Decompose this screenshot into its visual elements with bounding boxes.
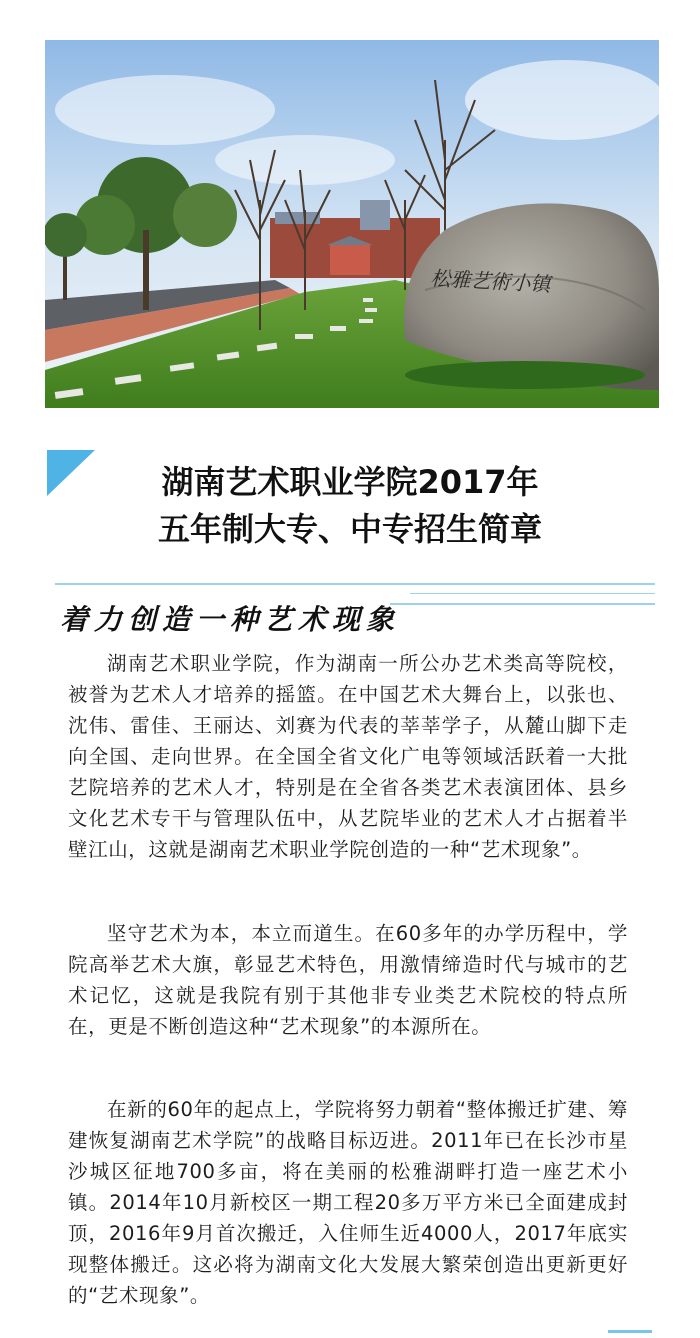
history-paragraph: 坚守艺术为本，本立而道生。在60多年的办学历程中，学院高举艺术大旗，彰显艺术特色，用激情缔造时代与城市的艺术记忆，这就是我院有别于其他非专业类艺术院校的特点所在，更是不断创造这种“艺术现象”的本源所在。 [68, 922, 628, 1038]
campus-photo [45, 40, 659, 408]
stone-inscription: 松雅艺術小镇 [429, 266, 551, 297]
divider-rule-short [410, 593, 655, 594]
campus-scene-illustration [45, 40, 659, 408]
intro-paragraph: 湖南艺术职业学院，作为湖南一所公办艺术类高等院校，被誉为艺术人才培养的摇篮。在中国艺术大舞台上，以张也、沈伟、雷佳、王丽达、刘赛为代表的莘莘学子，从麓山脚下走向全国、走向世界。在全国全省文化广电等领域活跃着一大批艺院培养的艺术人才，特别是在全省各类艺术表演团体、县乡文化艺术专干与管理队伍中，从艺院毕业的艺术人才占据着半壁江山，这就是湖南艺术职业学院创造的一种“艺术现象”。 [68, 652, 628, 861]
divider-rule-lower [390, 603, 655, 605]
campus-plan-paragraph: 在新的60年的起点上，学院将努力朝着“整体搬迁扩建、筹建恢复湖南艺术学院”的战略目标迈进。2011年已在长沙市星沙城区征地700多亩，将在美丽的松雅湖畔打造一座艺术小镇。2014年10月新校区一期工程20多万平方米已全面建成封顶，2016年9月首次搬迁，入住师生近4000人，2017年底实现整体搬迁。这必将为湖南文化大发展大繁荣创造出更新更好的“艺术现象”。 [68, 1098, 628, 1307]
section-heading: 着力创造一种艺术现象 [60, 603, 401, 636]
brochure-title-line-1: 湖南艺术职业学院2017年 [161, 463, 539, 501]
divider-rule-top [55, 583, 655, 585]
bottom-accent-line [608, 1330, 652, 1333]
brochure-title-line-2: 五年制大专、中专招生简章 [157, 510, 542, 548]
